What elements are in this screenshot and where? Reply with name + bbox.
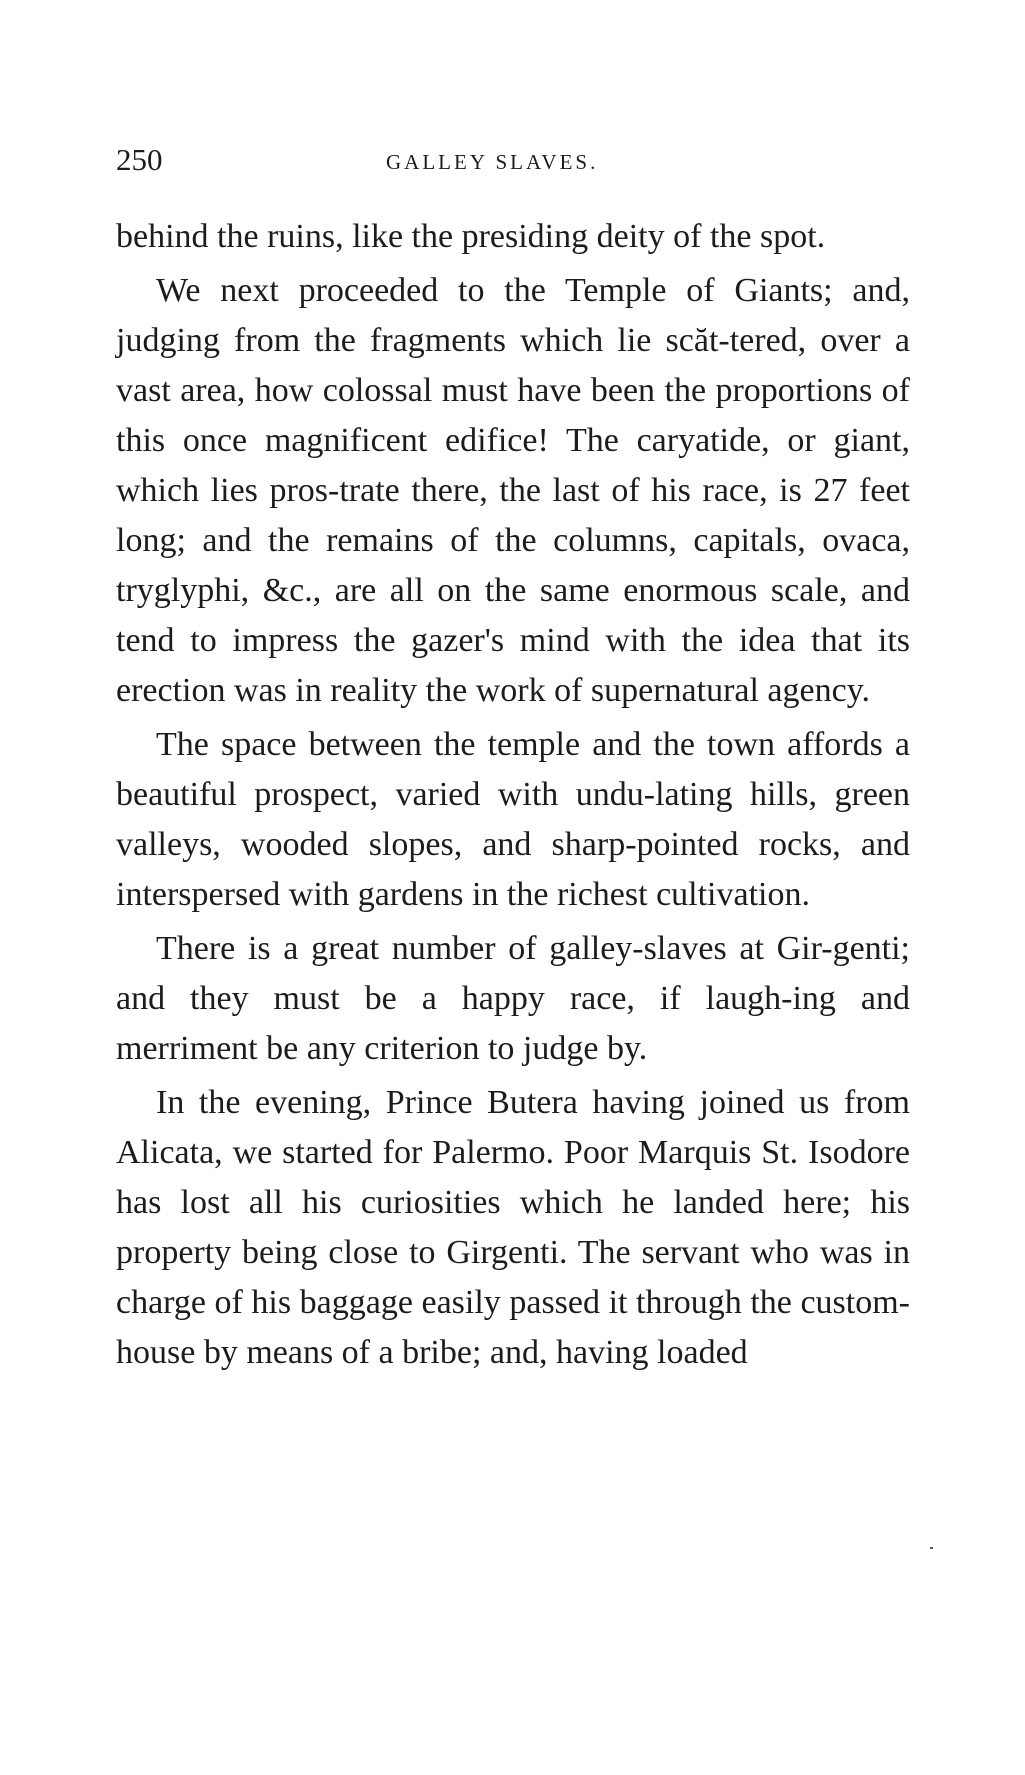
- paragraph-continued: behind the ruins, like the presiding deity of the spot.: [116, 218, 826, 255]
- paragraph: We next proceeded to the Temple of Giants; and, judging from the fragments which lie scăt-tered, over a vast area, how colossal must have been the proportions of this once magnificent edifice! The caryatide, or giant, which lies pros-trate there, the last of his race, is 27 feet long; and the remains of the columns, capitals, ovaca, tryglyphi, &c., are all on the same enormous scale, and tend to impress the gazer's mind with the idea that its erection was in reality the work of supernatural agency.: [116, 272, 910, 709]
- paragraph: In the evening, Prince Butera having joined us from Alicata, we started for Palermo. Poor Marquis St. Isodore has lost all his curiosities which he landed here; his property being close to Girgenti. The servant who was in charge of his baggage easily passed it through the custom-house by means of a bribe; and, having loaded: [116, 1084, 910, 1371]
- paragraph: There is a great number of galley-slaves at Gir-genti; and they must be a happy race, if laugh-ing and merriment be any criterion to judge by.: [116, 930, 910, 1067]
- running-head: GALLEY SLAVES.: [386, 150, 599, 174]
- paragraph: The space between the temple and the town affords a beautiful prospect, varied with undu-lating hills, green valleys, wooded slopes, and sharp-pointed rocks, and interspersed with gardens in the richest cultivation.: [116, 726, 910, 913]
- page-header: [116, 140, 916, 180]
- print-speck: [930, 1547, 933, 1549]
- body-text: [116, 212, 910, 1382]
- page-number: 250: [116, 142, 163, 177]
